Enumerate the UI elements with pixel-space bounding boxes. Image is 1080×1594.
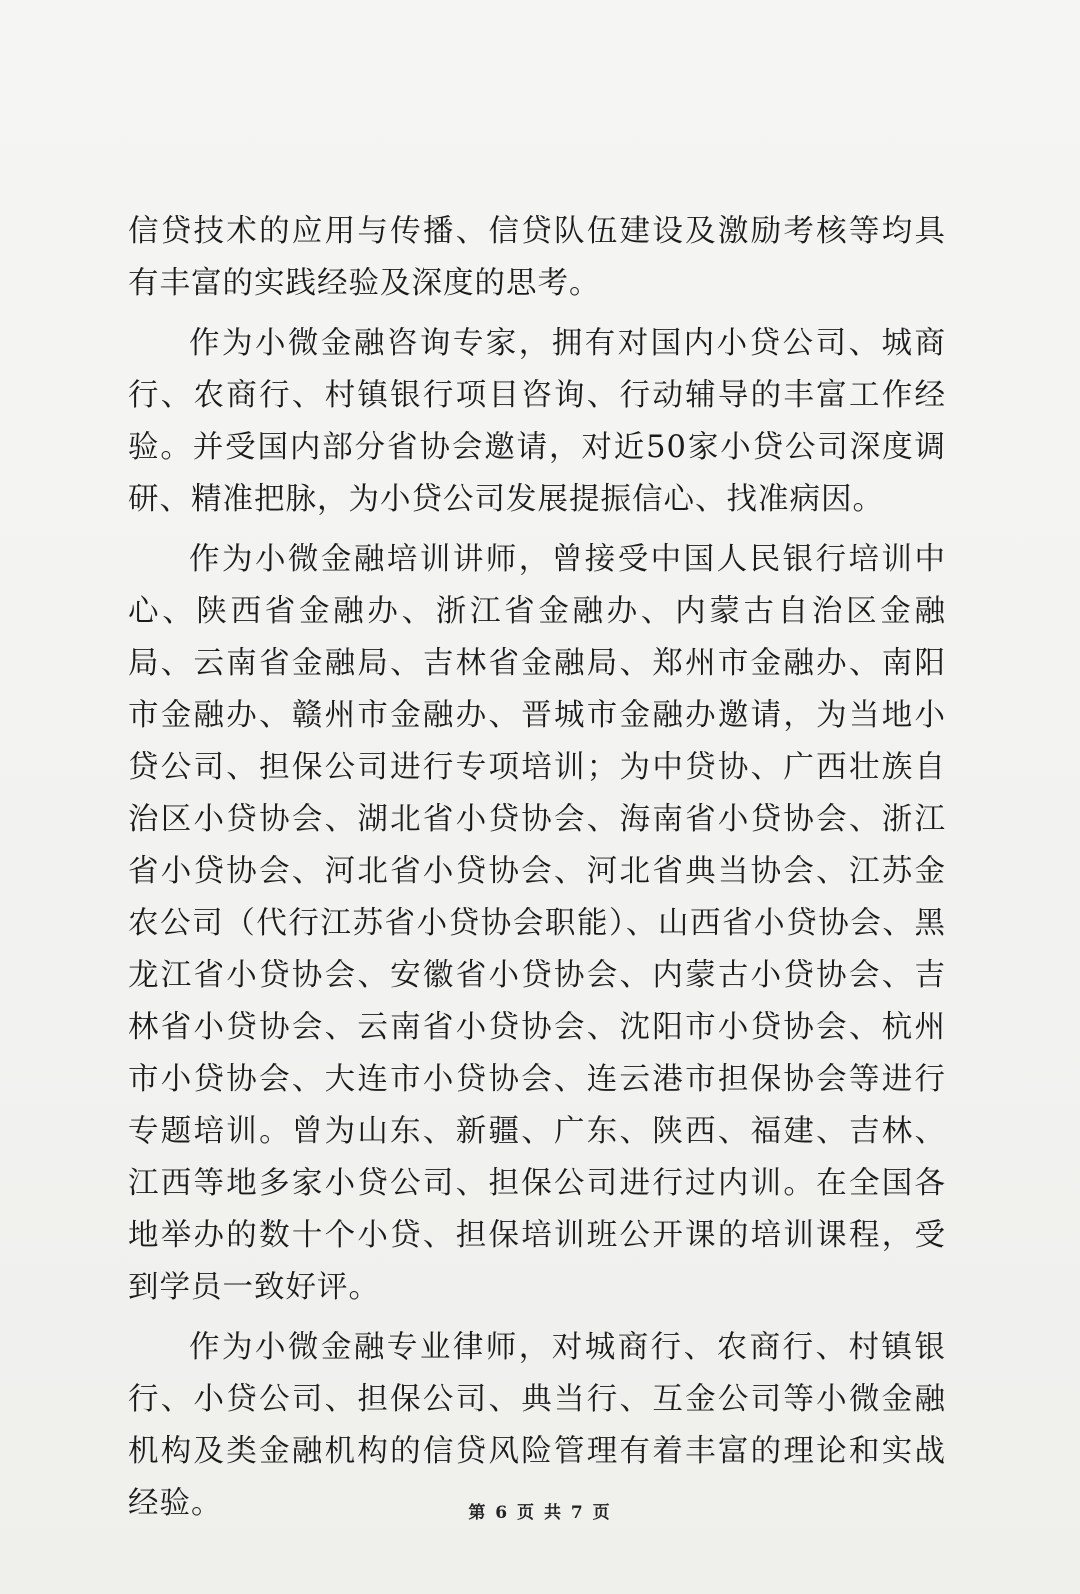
paragraph-1: 信贷技术的应用与传播、信贷队伍建设及激励考核等均具有丰富的实践经验及深度的思考。 — [128, 214, 946, 301]
paragraph-3: 作为小微金融培训讲师，曾接受中国人民银行培训中心、陕西省金融办、浙江省金融办、内蒙古自治区金融局、云南省金融局、吉林省金融局、郑州市金融办、南阳市金融办、赣州市金融办、晋城市金融办邀请，为当地小贷公司、担保公司进行专项培训；为中贷协、广西壮族自治区小贷协会、湖北省小贷协会、海南省小贷协会、浙江省小贷协会、河北省小贷协会、河北省典当协会、江苏金农公司（代行江苏省小贷协会职能）、山西省小贷协会、黑龙江省小贷协会、安徽省小贷协会、内蒙古小贷协会、吉林省小贷协会、云南省小贷协会、沈阳市小贷协会、杭州市小贷协会、大连市小贷协会、连云港市担保协会等进行专题培训。曾为山东、新疆、广东、陕西、福建、吉林、江西等地多家小贷公司、担保公司进行过内训。在全国各地举办的数十个小贷、担保培训班公开课的培训课程，受到学员一致好评。 — [128, 542, 946, 1305]
paragraph-4: 作为小微金融专业律师，对城商行、农商行、村镇银行、小贷公司、担保公司、典当行、互金公司等小微金融机构及类金融机构的信贷风险管理有着丰富的理论和实战经验。 — [128, 1330, 946, 1521]
paragraph-2: 作为小微金融咨询专家，拥有对国内小贷公司、城商行、农商行、村镇银行项目咨询、行动辅导的丰富工作经验。并受国内部分省协会邀请，对近50家小贷公司深度调研、精准把脉，为小贷公司发展提振信心、找准病因。 — [128, 326, 946, 517]
page-number-footer: 第 6 页 共 7 页 — [468, 1503, 612, 1523]
body-text — [128, 206, 946, 1530]
